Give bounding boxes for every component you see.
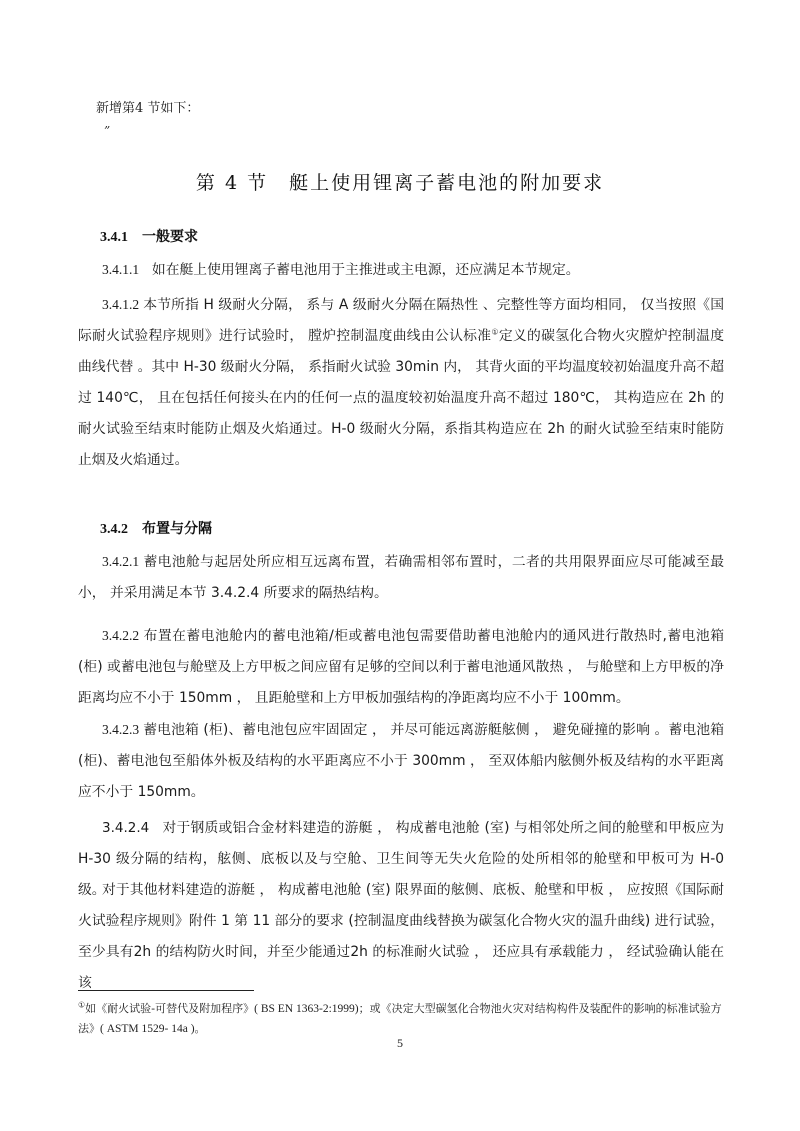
clause-text: 对于钢质或铝合金材料建造的游艇 ， 构成蓄电池舱 (室) 与相邻处所之间的舱壁和甲板应为 H-30 级分隔的结构，舷侧、底板以及与空舱、卫生间等无失火危险的处所相邻的舱壁和甲板可为 H-0 级。 xyxy=(78,820,724,898)
subsection-number: 3.4.2 xyxy=(100,522,128,537)
clause-text: 如在艇上使用锂离子蓄电池用于主推进或主电源，还应满足本节规定。 xyxy=(151,262,580,278)
subsection-title: 一般要求 xyxy=(142,228,198,244)
paragraph-3-4-2-2 xyxy=(78,620,724,714)
footnote-standard-1: ( BS EN 1363-2:1999) xyxy=(254,1003,359,1015)
paragraph-3-4-2-3 xyxy=(78,714,724,808)
clause-number: 3.4.1.1 xyxy=(102,262,140,277)
paragraph-3-4-1-2 xyxy=(78,289,724,476)
paragraph-3-4-2-1 xyxy=(78,546,724,609)
clause-text: 布置在蓄电池舱内的蓄电池箱/柜或蓄电池包需要借助蓄电池舱内的通风进行散热时,蓄电池箱 (柜) 或蓄电池包与舱壁及上方甲板之间应留有足够的空间以利于蓄电池通风散热 ， 与舱壁和上方甲板的净距离均应不小于 150mm ， 且距舱壁和上方甲板加强结构的净距离均应不小于 100mm。 xyxy=(78,628,724,706)
clause-text: 对于其他材料建造的游艇 ， 构成蓄电池舱 (室) 限界面的舷侧、底板、舱壁和甲板 ， 应按照《国际耐火试验程序规则》附件 1 第 11 部分的要求 (控制温度曲线替换为碳氢化合物火灾的温升曲线) 进行试验，至少具有2h 的结构防火时间，并至少能通过2h 的标准耐火试验 ， 还应具有承载能力 ， 经试验确认能在该 xyxy=(78,882,724,991)
subsection-number: 3.4.1 xyxy=(100,230,128,245)
paragraph-other-materials xyxy=(78,875,724,999)
intro-line: 新增第4 节如下： xyxy=(96,101,200,116)
clause-number: 3.4.2.2 xyxy=(102,628,140,643)
clause-number: 3.4.1.2 xyxy=(102,297,140,312)
subsection-title: 布置与分隔 xyxy=(142,520,212,536)
clause-text: 蓄电池舱与起居处所应相互远离布置，若确需相邻布置时，二者的共用限界面应尽可能减至最小， 并采用满足本节 3.4.2.4 所要求的隔热结构。 xyxy=(78,554,724,601)
footnote-separator xyxy=(78,990,254,991)
clause-number: 3.4.2.4 xyxy=(102,820,150,836)
paragraph-3-4-1-1 xyxy=(78,254,724,286)
clause-number: 3.4.2.1 xyxy=(102,554,140,569)
footnote xyxy=(78,999,728,1039)
footnote-end: 。 xyxy=(194,1022,206,1035)
opening-quote-mark: ” xyxy=(104,124,111,138)
clause-number: 3.4.2.3 xyxy=(102,722,140,737)
footnote-text-1: 如《耐火试验-可替代及附加程序》 xyxy=(85,1002,255,1015)
subsection-heading-3-4-2 xyxy=(100,518,212,538)
clause-text-part2: 定义的碳氢化合物火灾膛炉控制温度曲线代替 。其中 H-30 级耐火分隔， 系指耐火试验 30min 内， 其背火面的平均温度较初始温度升高不超过 140℃， 且在包括任何接头在内的任何一点的温度较初始温度升高不超过 180℃， 其构造应在 2h 的耐火试验至结束时能防止烟及火焰通过。H-0 级耐火分隔，系指其构造应在 2h 的耐火试验至结束时能防止烟及火焰通过。 xyxy=(78,328,725,468)
clause-text-part1: 本节所指 H 级耐火分隔， 系与 A 级耐火分隔在隔热性 、完整性等方面均相同， 仅当按照《国际耐火试验程序规则》进行试验时， 膛炉控制温度曲线由公认标准 xyxy=(78,297,724,344)
footnote-text-2: ；或《决定大型碳氢化合物池火灾对结构构件及装配件的影响的标准试验方法》 xyxy=(78,1002,722,1035)
footnote-marker: ① xyxy=(78,1000,86,1010)
footnote-ref-marker[interactable]: ① xyxy=(491,327,499,337)
clause-text: 蓄电池箱 (柜)、蓄电池包应牢固固定 ， 并尽可能远离游艇舷侧 ， 避免碰撞的影响 。蓄电池箱 (柜)、蓄电池包至船体外板及结构的水平距离应不小于 300mm ， 至双体船内舷侧外板及结构的水平距离应不小于 150mm。 xyxy=(78,722,724,800)
section-title: 第 4 节 艇上使用锂离子蓄电池的附加要求 xyxy=(195,172,605,194)
subsection-heading-3-4-1 xyxy=(100,226,198,246)
page-number: 5 xyxy=(397,1036,403,1050)
footnote-standard-2: ( ASTM 1529- 14a ) xyxy=(100,1023,195,1035)
